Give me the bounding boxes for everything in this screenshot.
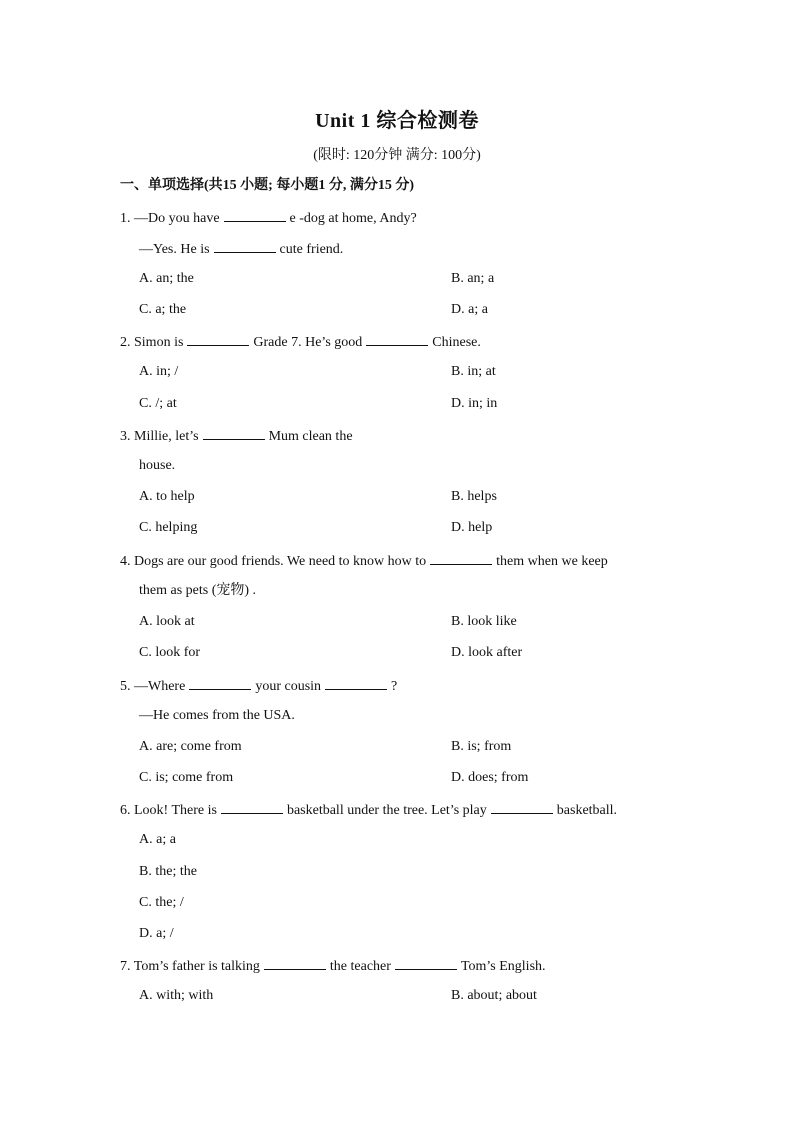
question-4-stem: 4. Dogs are our good friends. We need to know how to them when we keep [120,550,608,572]
answer-blank [395,955,457,970]
question-7-stem: 7. Tom’s father is talking the teacher Tom’s English. [120,955,546,977]
question-2-option-c: C. /; at [139,396,177,411]
question-1-option-a: A. an; the [139,271,194,286]
question-3-option-a: A. to help [139,489,195,504]
question-4-option-a: A. look at [139,614,195,629]
answer-blank [187,331,249,346]
answer-blank [221,799,283,814]
question-6-option-d: D. a; / [139,926,174,941]
question-1-stem: 1. —Do you have e -dog at home, Andy? [120,207,417,229]
section-heading: 一、单项选择(共15 小题; 每小题1 分, 满分15 分) [120,178,414,193]
question-5-stem-line-2: —He comes from the USA. [139,708,295,723]
question-6-option-c: C. the; / [139,895,184,910]
question-2-stem: 2. Simon is Grade 7. He’s good Chinese. [120,331,481,353]
answer-blank [214,238,276,253]
question-3-option-c: C. helping [139,520,198,535]
question-7-option-b: B. about; about [451,988,537,1003]
question-3-stem: 3. Millie, let’s Mum clean the [120,425,353,447]
answer-blank [264,955,326,970]
question-2-option-b: B. in; at [451,364,496,379]
question-1-option-c: C. a; the [139,302,187,317]
answer-blank [224,207,286,222]
answer-blank [430,550,492,565]
time-score-info: (限时: 120分钟 满分: 100分) [313,148,481,163]
answer-blank [366,331,428,346]
question-4-option-d: D. look after [451,645,523,660]
question-2-option-a: A. in; / [139,364,179,379]
question-7-option-a: A. with; with [139,988,214,1003]
question-3-option-d: D. help [451,520,493,535]
question-6-option-b: B. the; the [139,864,197,879]
answer-blank [203,425,265,440]
question-3-stem-line-2: house. [139,458,176,473]
question-1-option-b: B. an; a [451,271,495,286]
question-5-stem: 5. —Where your cousin ? [120,675,397,697]
answer-blank [491,799,553,814]
question-1-stem-line-2: —Yes. He is cute friend. [139,238,343,260]
question-4-option-c: C. look for [139,645,201,660]
question-3-option-b: B. helps [451,489,497,504]
question-6-stem: 6. Look! There is basketball under the tree. Let’s play basketball. [120,799,617,821]
page-title: Unit 1 综合检测卷 [315,110,479,132]
question-4-option-b: B. look like [451,614,517,629]
question-2-option-d: D. in; in [451,396,498,411]
question-5-option-d: D. does; from [451,770,529,785]
question-1-option-d: D. a; a [451,302,488,317]
question-5-option-b: B. is; from [451,739,512,754]
question-6-option-a: A. a; a [139,832,176,847]
question-4-stem-line-2: them as pets (宠物) . [139,583,257,598]
answer-blank [325,675,387,690]
question-5-option-c: C. is; come from [139,770,234,785]
question-5-option-a: A. are; come from [139,739,242,754]
answer-blank [189,675,251,690]
